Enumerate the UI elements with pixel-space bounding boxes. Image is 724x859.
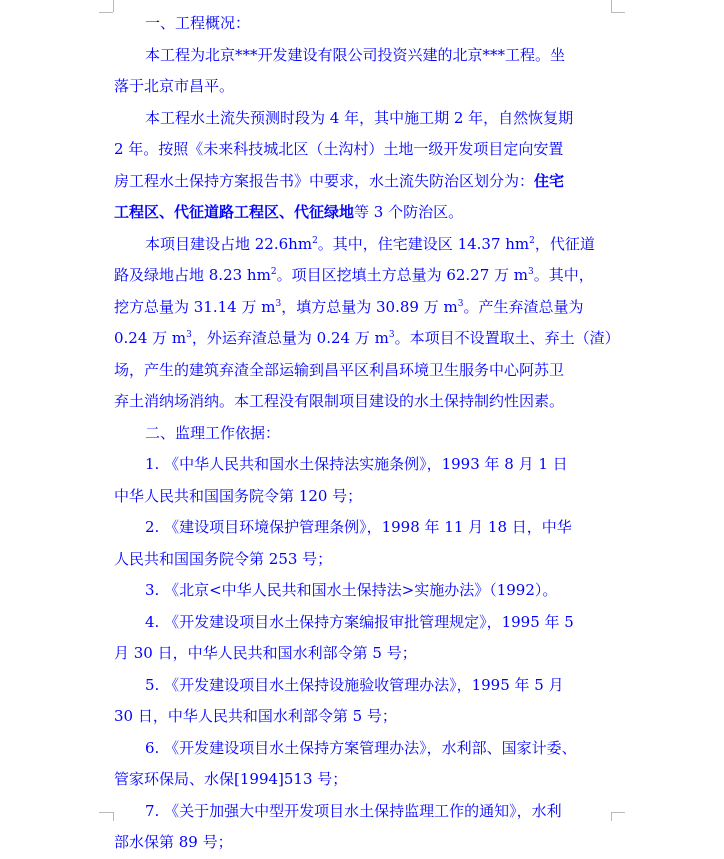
overview-p3-line1 <box>114 229 612 261</box>
basis-item-4-line1: 4. 《开发建设项目水土保持方案编报审批管理规定》，1995 年 5 <box>145 612 574 631</box>
section-heading-basis: 二、监理工作依据： <box>145 423 281 442</box>
superscript: 3 <box>388 330 395 340</box>
overview-p3-line5: 场，产生的建筑弃渣全部运输到昌平区利昌环境卫生服务中心阿苏卫 <box>114 360 565 379</box>
overview-p3-line2 <box>114 260 612 292</box>
text: 。其中，住宅建设区 14.37 hm <box>317 234 530 253</box>
basis-item-6-line2: 管家环保局、水保[1994]513 号； <box>114 770 348 788</box>
crop-mark-bottom-left-h <box>99 812 113 813</box>
basis-item-7-line2: 部水保第 89 号； <box>114 833 233 851</box>
text: ，代征道 <box>534 234 595 253</box>
text: 路及绿地占地 8.23 hm <box>114 266 271 284</box>
basis-item-2-line2: 人民共和国国务院令第 253 号； <box>114 549 333 568</box>
basis-item-5-line1: 5. 《开发建设项目水土保持设施验收管理办法》，1995 年 5 月 <box>145 675 564 694</box>
overview-p2-line2: 2 年。按照《未来科技城北区（土沟村）土地一级开发项目定向安置 <box>114 140 564 158</box>
overview-p3-line6: 弃土消纳场消纳。本工程没有限制项目建设的水土保持制约性因素。 <box>114 392 565 410</box>
text: 。项目区挖填土方总量为 62.27 万 m <box>276 266 529 284</box>
superscript: 3 <box>457 298 464 309</box>
text: 。本项目不设置取土、弃土（渣） <box>394 329 620 347</box>
basis-item-1-line2: 中华人民共和国国务院令第 120 号； <box>114 486 363 505</box>
basis-item-2-line1: 2. 《建设项目环境保护管理条例》，1998 年 11 月 18 日，中华 <box>145 518 572 536</box>
document-body <box>114 8 620 859</box>
text: 本项目建设占地 22.6hm <box>145 234 313 253</box>
text: ，填方总量为 30.89 万 m <box>281 297 458 316</box>
overview-p3-line4 <box>114 323 620 355</box>
text: 。其中， <box>533 266 594 284</box>
overview-p2-line1: 本工程水土流失预测时段为 4 年，其中施工期 2 年，自然恢复期 <box>145 108 574 127</box>
basis-item-3-line1: 3. 《北京<中华人民共和国水土保持法>实施办法》（1992）。 <box>145 581 558 599</box>
crop-mark-top-right-h <box>611 12 625 13</box>
text: 0.24 万 m <box>114 329 187 347</box>
superscript: 3 <box>186 330 192 340</box>
overview-p2-line3 <box>114 166 612 198</box>
superscript: 3 <box>528 267 534 277</box>
superscript: 2 <box>270 267 277 277</box>
crop-mark-bottom-right-h <box>611 812 625 813</box>
zone-names-bold: 工程区、代征道路工程区、代征绿地 <box>114 203 355 221</box>
overview-p3-line3 <box>114 292 612 324</box>
overview-p1-line1: 本工程为北京***开发建设有限公司投资兴建的北京***工程。坐 <box>145 45 566 64</box>
overview-p1-line2: 落于北京市昌平。 <box>114 77 235 95</box>
superscript: 2 <box>529 235 535 246</box>
overview-p2-line4 <box>114 197 612 229</box>
section-heading-overview: 一、工程概况： <box>145 14 251 32</box>
basis-item-1-line1: 1. 《中华人民共和国水土保持法实施条例》，1993 年 8 月 1 日 <box>145 455 568 473</box>
basis-item-7-line1: 7. 《关于加强大中型开发项目水土保持监理工作的通知》，水利 <box>145 801 562 820</box>
superscript: 2 <box>312 235 318 246</box>
text: 挖方总量为 31.14 万 m <box>114 297 276 316</box>
text: 。产生弃渣总量为 <box>463 297 584 316</box>
basis-item-4-line2: 月 30 日，中华人民共和国水利部令第 5 号； <box>114 644 417 662</box>
zone-name-bold: 住宅 <box>534 171 565 190</box>
basis-item-6-line1: 6. 《开发建设项目水土保持方案管理办法》，水利部、国家计委、 <box>145 738 577 757</box>
overview-p2-line3-text: 房工程水土保持方案报告书》中要求，水土流失防治区划分为： <box>114 171 535 190</box>
basis-item-5-line2: 30 日，中华人民共和国水利部令第 5 号； <box>114 707 397 725</box>
crop-mark-top-left-h <box>99 12 113 13</box>
superscript: 3 <box>275 298 282 309</box>
text: ，外运弃渣总量为 0.24 万 m <box>191 329 389 347</box>
overview-p2-line4-text: 等 3 个防治区。 <box>354 203 464 221</box>
